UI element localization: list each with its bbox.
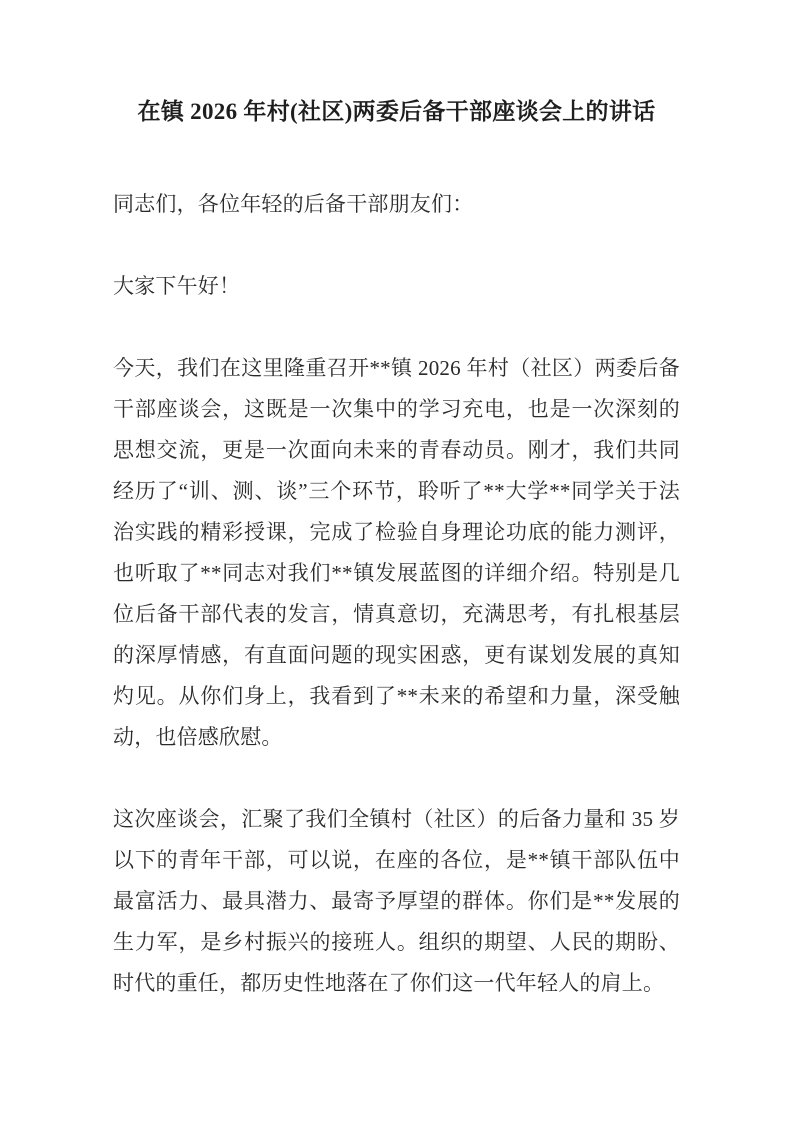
paragraph-greeting: 大家下午好！ [113,274,241,298]
paragraph-opening-remarks: 今天，我们在这里隆重召开**镇 2026 年村（社区）两委后备干部座谈会，这既是一次集中的学习充电，也是一次深刻的思想交流，更是一次面向未来的青春动员。刚才，我们共同经历了“训、测、谈”三个环节，聆听了**大学**同学关于法治实践的精彩授课，完成了检验自身理论功底的能力测评，也听取了**同志对我们**镇发展蓝图的详细介绍。特别是几位后备干部代表的发言，情真意切，充满思考，有扎根基层的深厚情感，有直面问题的现实困惑，更有谋划发展的真知灼见。从你们身上，我看到了**未来的希望和力量，深受触动，也倍感欣慰。 [113,356,680,749]
paragraph-salutation: 同志们，各位年轻的后备干部朋友们： [113,192,474,216]
document-title: 在镇 2026 年村(社区)两委后备干部座谈会上的讲话 [137,99,656,124]
document-body [113,92,680,1004]
paragraph-audience-significance: 这次座谈会，汇聚了我们全镇村（社区）的后备力量和 35 岁以下的青年干部，可以说，在座的各位，是**镇干部队伍中最富活力、最具潜力、最寄予厚望的群体。你们是**发展的生力军，是乡村振兴的接班人。组织的期望、人民的期盼、时代的重任，都历史性地落在了你们这一代年轻人的肩上。 [113,807,680,995]
